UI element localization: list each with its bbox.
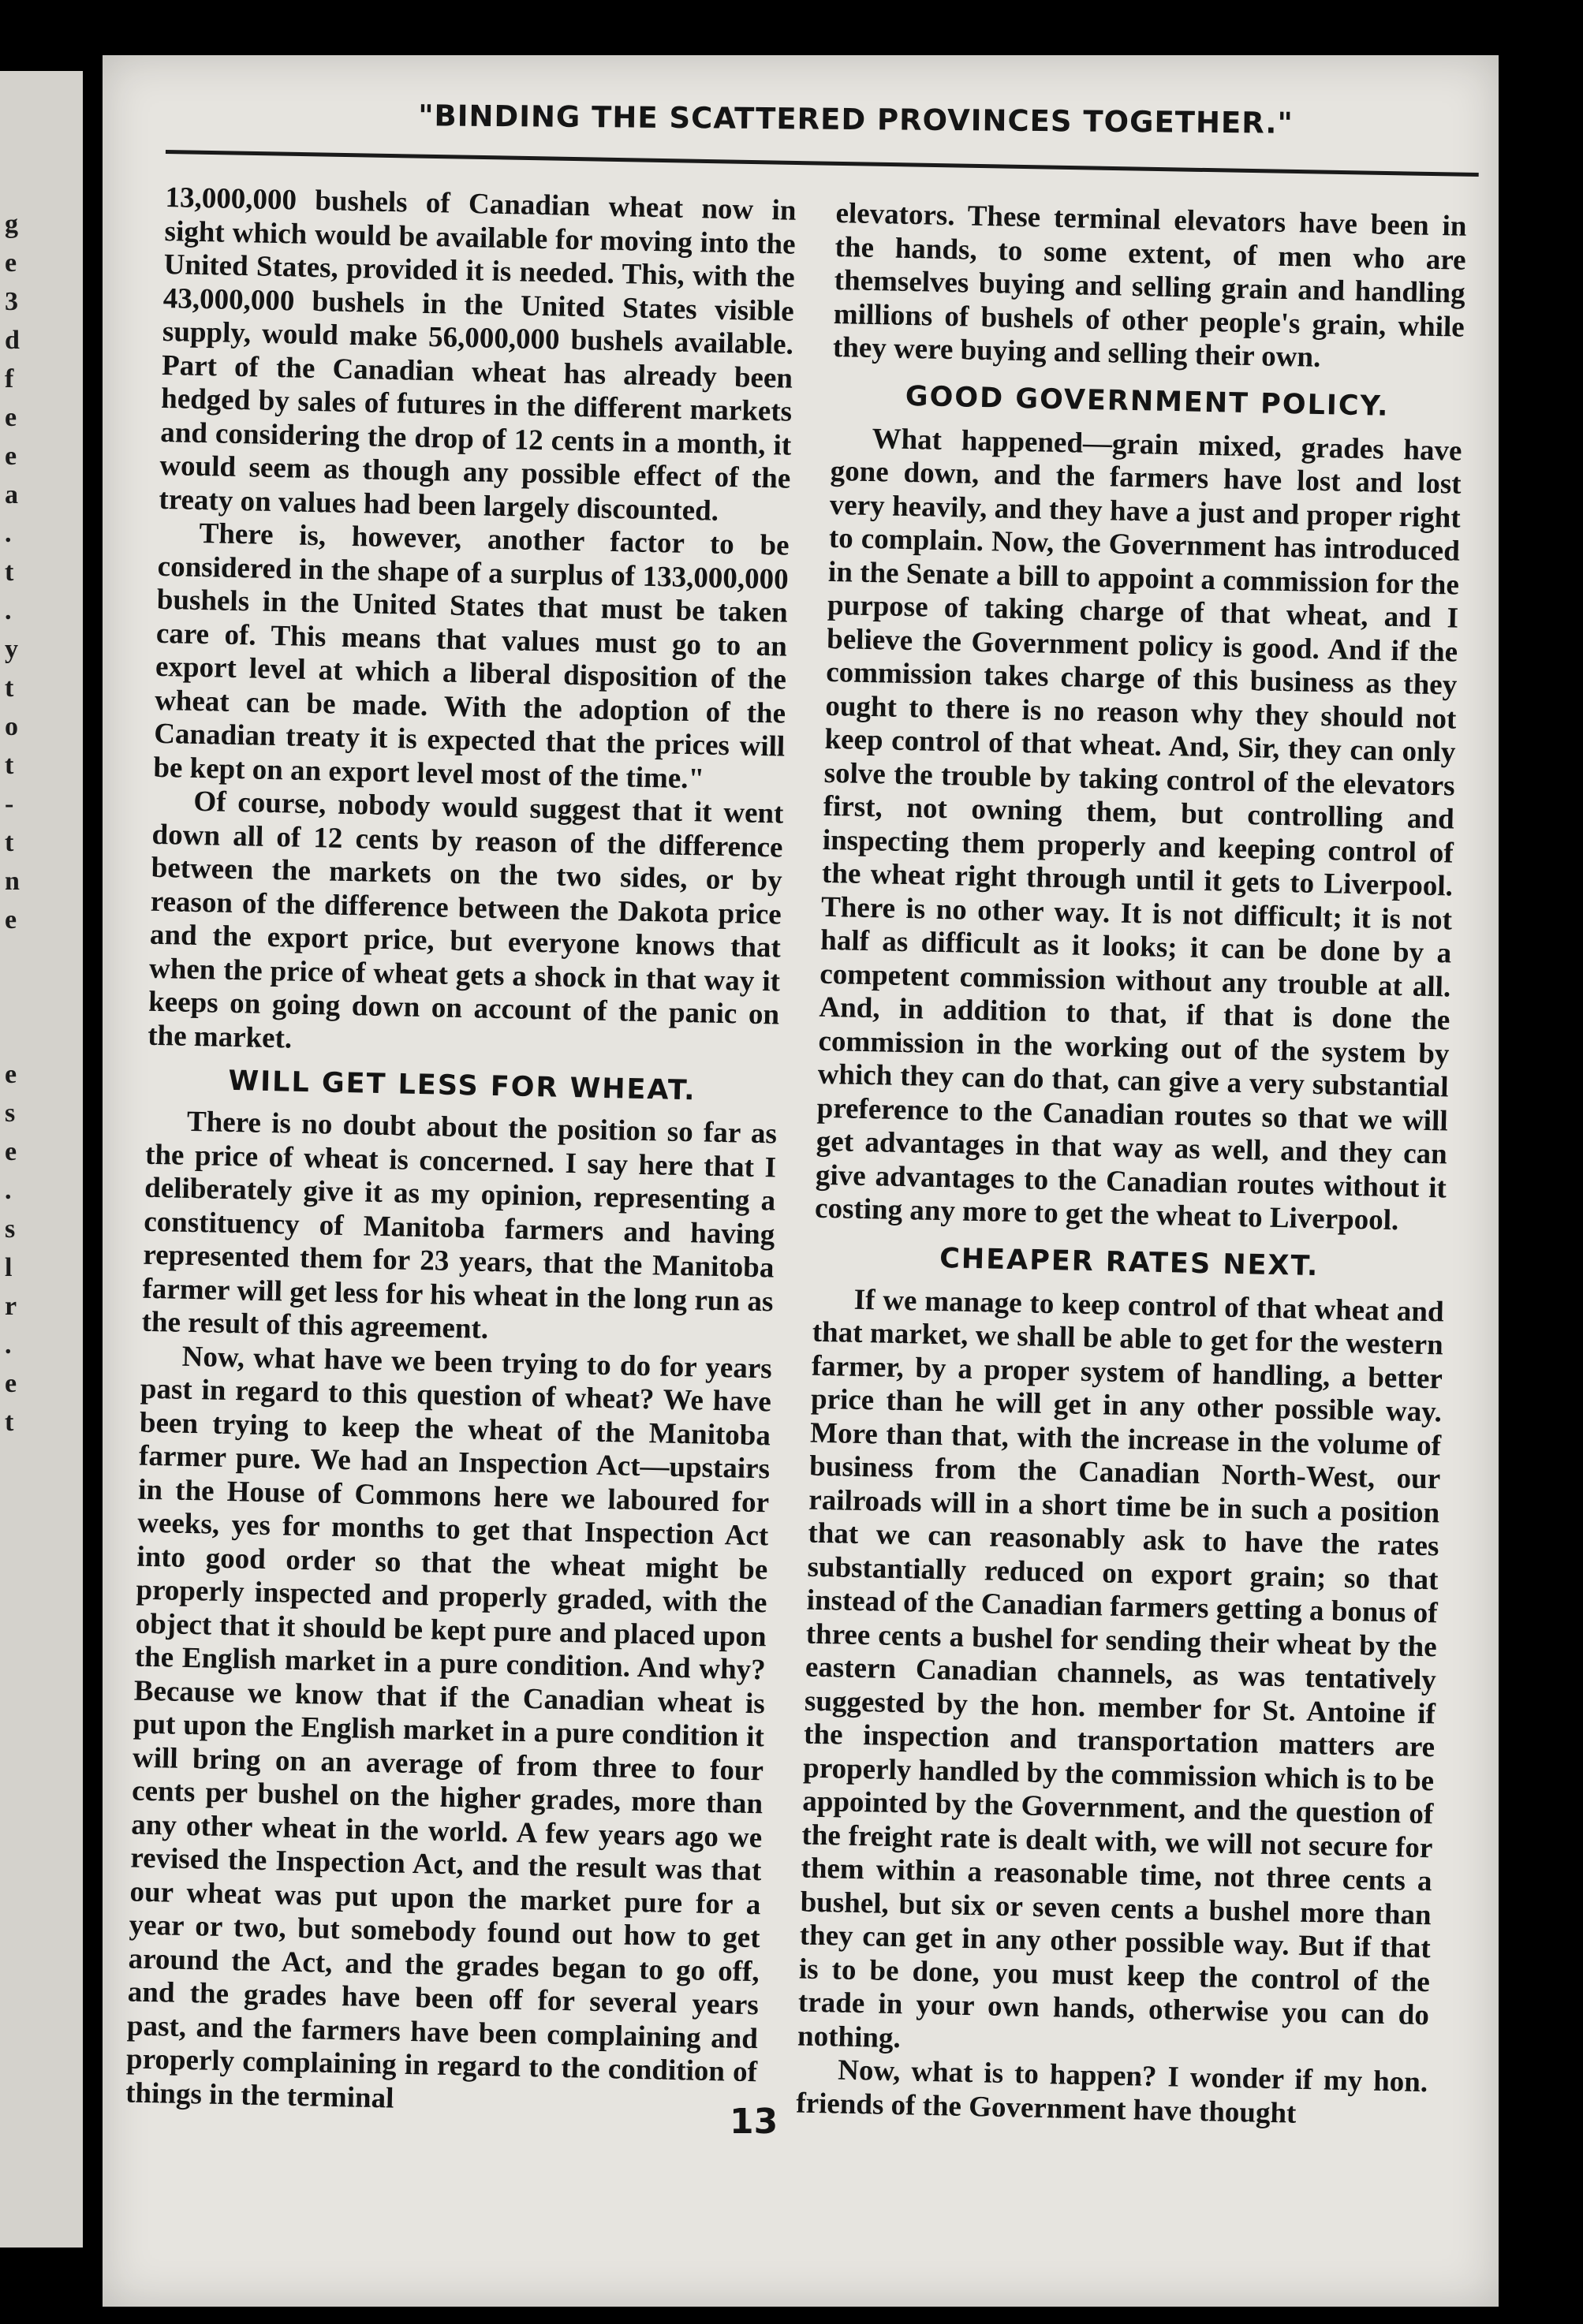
margin-letter: t (5, 751, 14, 780)
margin-letter: t (5, 673, 14, 703)
section-heading: CHEAPER RATES NEXT. (939, 1242, 1320, 1282)
margin-letter: r (5, 1292, 17, 1321)
paragraph: There is no doubt about the position so far as the price of wheat is concerned. I say here that I deliberately give it as my opinion, representing a constituency of Manitoba farmers and having represented them for 23 years, that the Manitoba farmer will get less for his wheat in the long run as the result of this agreement. (141, 1105, 778, 1345)
margin-letter: s (5, 1214, 16, 1244)
margin-letter: t (5, 558, 14, 587)
section-heading: WILL GET LESS FOR WHEAT. (228, 1065, 697, 1107)
previous-page-edge (0, 71, 83, 2248)
paragraph: Of course, nobody would suggest that it went down all of 12 cents by reason of the difference between the markets on the two sides, or by reason of the difference between the Dakota price and the export price, but everyone knows that when the price of wheat gets a shock in that way it keeps on going down on account of the panic on the market. (147, 785, 784, 1055)
paragraph: What happened—grain mixed, grades have gone down, and the farmers have lost and lost very heavily, and they have a just and proper right to complain. Now, the Government has introduced in the Senate a bill to appoint a commission for the purpose of taking charge of that wheat, and I believe the Government policy is good. And if the commission takes charge of this business as they ought to there is no reason why they should not keep control of that wheat. And, Sir, they can only solve the trouble by taking control of the elevators first, not owning them, but controlling and inspecting them properly and keeping control of the wheat right through until it gets to Liverpool. There is no other way. It is not difficult; it is not half as difficult as it looks; it can be done by a competent commission without any trouble at all. And, in addition to that, if that is done the commission in the working out of the system by which they can do that, can give a very substantial preference to the Canadian routes so that we will get advantages in that way as well, and they can give advantages to the Canadian routes without it costing any more to get the wheat to Liverpool. (814, 422, 1462, 1237)
document-page (103, 55, 1499, 2307)
margin-letter: . (5, 519, 12, 548)
margin-letter: t (5, 1408, 14, 1437)
margin-letter: y (5, 635, 18, 664)
margin-letter: e (5, 403, 17, 432)
margin-letter: - (5, 789, 14, 819)
section-heading: GOOD GOVERNMENT POLICY. (905, 380, 1390, 423)
margin-letter: o (5, 712, 18, 741)
margin-letter: 3 (5, 287, 18, 316)
paragraph: 13,000,000 bushels of Canadian wheat now in sight which would be available for moving into the United States, provided it is needed. This, with the 43,000,000 bushels in the United States visible supply, would make 56,000,000 bushels available. Part of the Canadian wheat has already been hedged by sales of futures in the different markets and considering the drop of 12 cents in a month, it would seem as though any possible effect of the treaty on values had been largely discounted. (159, 181, 797, 528)
margin-letter (5, 939, 28, 1055)
margin-letter: e (5, 1369, 17, 1398)
margin-letter: . (5, 1330, 12, 1360)
header-rule (166, 150, 1479, 177)
paragraph: elevators. These terminal elevators have been in the hands, to some extent, of men who are themselves buying and selling grain and handling millions of bushels of other people's grain, while they were buying and selling their own. (832, 197, 1467, 374)
margin-letter: e (5, 248, 17, 278)
margin-letter: e (5, 442, 17, 471)
paragraph: There is, however, another factor to be considered in the shape of a surplus of 133,000,000 bushels in the United States that must be taken care of. This means that values must go to an export level at which a liberal disposition of the wheat can be made. With the adoption of the Canadian treaty it is expected that the prices will be kept on an export level most of the time." (153, 517, 790, 795)
margin-letter: g (5, 210, 18, 239)
margin-letter: e (5, 905, 17, 934)
margin-letter: d (5, 326, 20, 355)
page-number: 13 (730, 2102, 778, 2142)
right-column (796, 197, 1467, 2133)
margin-letter: e (5, 1137, 17, 1166)
margin-letter: t (5, 828, 14, 857)
running-header: "BINDING THE SCATTERED PROVINCES TOGETHER." (418, 99, 1294, 140)
left-column (125, 181, 797, 2123)
margin-letter: . (5, 1176, 12, 1205)
margin-letter: e (5, 1060, 17, 1089)
margin-letter: a (5, 480, 18, 509)
previous-page-margin-letters (5, 205, 28, 1442)
paragraph: If we manage to keep control of that wheat and that market, we shall be able to get for the western farmer, by a proper system of handling, a better price than he will get in any other possible way. More than that, with the increase in the volume of business from the Canadian North-West, our railroads will in a short time be in such a position that we can reasonably ask to have the rates substantially reduced on export grain; so that instead of the Canadian farmers getting a bonus of three cents a bushel for sending their wheat by the eastern Canadian channels, as was tentatively suggested by the hon. member for St. Antoine if the inspection and transportation matters are properly handled by the commission which is to be appointed by the Government, and the question of the freight rate is dealt with, we will not secure for them within a reasonable time, not three cents a bushel, but six or seven cents a bushel more than they can get in any other possible way. But if that is to be done, you must keep the control of the trade in your own hands, otherwise you can do nothing. (797, 1283, 1444, 2054)
margin-letter: s (5, 1099, 16, 1128)
margin-letter: n (5, 867, 20, 896)
margin-letter: f (5, 364, 14, 394)
paragraph: Now, what is to happen? I wonder if my hon. friends of the Government have thought (795, 2054, 1428, 2130)
margin-letter: l (5, 1253, 13, 1282)
paragraph: Now, what have we been trying to do for years past in regard to this question of wheat? We have been trying to keep the wheat of the Manitoba farmer pure. We had an Inspection Act—upstairs in the House of Commons here we laboured for weeks, yes for months to get that Inspection Act into good order so that the wheat might be properly inspected and properly graded, with the object that it should be kept pure and placed upon the English market in a pure condition. And why? Because we know that if the Canadian wheat is put upon the English market in a pure condition it will bring on an average of from three to four cents per bushel on the higher grades, more than any other wheat in the world. A few years ago we revised the Inspection Act, and the result was that our wheat was put upon the market pure for a year or two, but somebody found out how to get around the Act, and the grades began to go off, and the grades have been off for several years past, and the farmers have been complaining and properly complaining in regard to the condition of things in the terminal (125, 1340, 773, 2115)
margin-letter: . (5, 596, 12, 625)
